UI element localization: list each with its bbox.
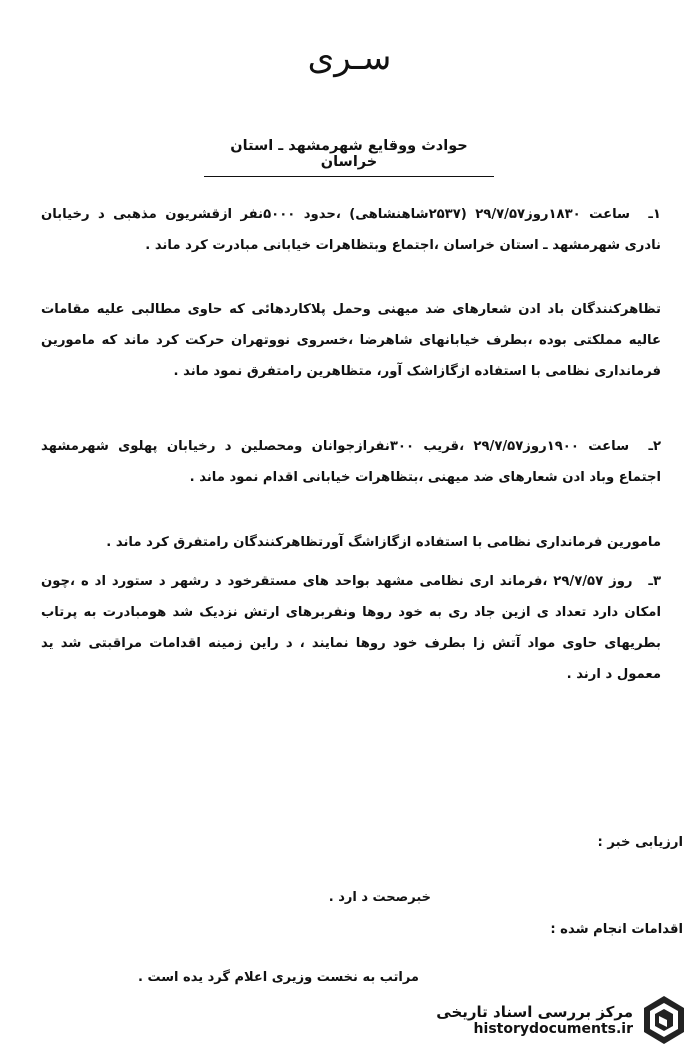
archive-logo-icon (641, 994, 687, 1046)
archive-url: historydocuments.ir (473, 1021, 633, 1037)
document-title: حوادث ووقایع شهرمشهد ـ استان خراسان (204, 138, 494, 177)
paragraph-text: ساعت ۱۹۰۰روز۲۹/۷/۵۷ ،قریب ۳۰۰نفرازجوانان ومحصلین د رخیابان پهلوی شهرمشهد اجتماع وباد ادن شعارهای ضد میهنی ،بتظاهرات خیابانی اقدام نمود ماند . (41, 439, 661, 485)
paragraph-text: ساعت ۱۸۳۰روز۲۹/۷/۵۷ (۲۵۳۷شاهنشاهی) ،حدود ۵۰۰۰نفر ازقشریون مذهبی د رخیابان نادری شهرمشهد ـ استان خراسان ،اجتماع وبتظاهرات خیابانی مبادرت کرد ماند . (41, 207, 661, 253)
paragraph-3 (41, 566, 661, 690)
paragraph-text: مامورین فرمانداری نظامی با استفاده ازگازاشگ آورتظاهرکنندگان رامتفرق کرد ماند . (106, 535, 661, 550)
classification-heading: سـری (307, 38, 392, 78)
evaluation-value: خبرصحت د ارد . (328, 890, 431, 905)
paragraph-1 (41, 199, 661, 261)
paragraph-number: ۳ـ (648, 574, 661, 589)
paragraph-text: روز ۲۹/۷/۵۷ ،فرماند اری نظامی مشهد بواحد های مستقرخود د رشهر د ستورد اد ه ،چون امکان دارد تعداد ی ازین جاد ری به خود روها ونفربرهای ارتش نزدیک شد هومبادرت به پرتاب بطریهای حاوی مواد آتش زا بطرف خود روها نمایند ، د راین زمینه اقدامات مراقبتی شد ید معمول د ارند . (41, 574, 661, 682)
paragraph-1-continued (41, 294, 661, 387)
actions-value: مراتب به نخست وزیری اعلام گرد یده است . (138, 970, 419, 985)
paragraph-2 (41, 431, 661, 493)
paragraph-number: ۲ـ (648, 439, 662, 454)
paragraph-number: ۱ـ (648, 207, 661, 222)
archive-watermark (397, 990, 687, 1050)
evaluation-label: ارزیابی خبر : (597, 835, 683, 850)
paragraph-text: تظاهرکنندگان باد ادن شعارهای ضد میهنی وحمل پلاکاردهائی که حاوی مطالبی علیه مقامات عالیه مملکتی بوده ،بطرف خیابانهای شاهرضا ،خسروی نووتهران حرکت کرد ماند که مامورین فرمانداری نظامی با استفاده ازگازاشک آور، متظاهرین رامتفرق نمود ماند . (41, 302, 661, 379)
actions-label: اقدامات انجام شده : (550, 922, 683, 937)
archive-name: مرکز بررسی اسناد تاریخی (436, 1003, 633, 1021)
paragraph-2-continued (41, 527, 661, 558)
